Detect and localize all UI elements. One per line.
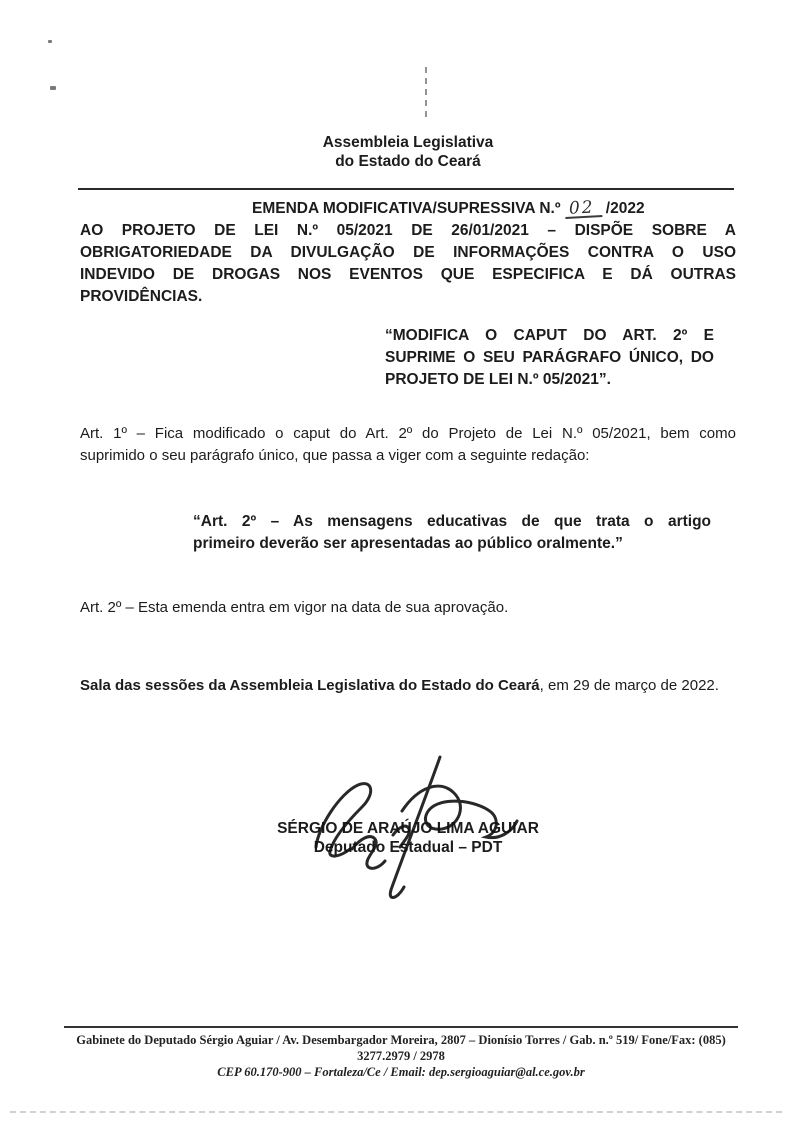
signature-block [80, 819, 736, 857]
closing-date: , em 29 de março de 2022. [539, 677, 719, 694]
quote-line: “MODIFICA O CAPUT DO ART. 2º E [385, 327, 714, 344]
article-1-paragraph [80, 423, 736, 467]
amendment-title-line: AO PROJETO DE LEI N.º 05/2021 DE 26/01/2021 – DISPÕE SOBRE A [80, 222, 736, 239]
article-2-paragraph: Art. 2º – Esta emenda entra em vigor na data de sua aprovação. [80, 599, 509, 616]
article-1-line: suprimido o seu parágrafo único, que passa a viger com a seguinte redação: [80, 447, 590, 464]
amendment-title [80, 198, 736, 308]
handwritten-amendment-number: 02 [564, 200, 601, 219]
letterhead-line1: Assembleia Legislativa [322, 134, 494, 151]
quote-line: SUPRIME O SEU PARÁGRAFO ÚNICO, DO [385, 349, 714, 366]
signatory-name: SÉRGIO DE ARAÚJO LIMA AGUIAR [277, 820, 539, 837]
scan-speck [50, 86, 56, 90]
closing-place: Sala das sessões da Assembleia Legislativa do Estado do Ceará [80, 677, 540, 694]
quote-line: “Art. 2º – As mensagens educativas de que trata o artigo [193, 513, 711, 530]
quote-line: PROJETO DE LEI N.º 05/2021”. [385, 371, 611, 388]
letterhead-line2: do Estado do Ceará [335, 153, 481, 170]
amendment-title-line: PROVIDÊNCIAS. [80, 288, 203, 305]
quote-line: primeiro deverão ser apresentadas ao público oralmente.” [193, 535, 623, 552]
footer-address-line: Gabinete do Deputado Sérgio Aguiar / Av. Desembargador Moreira, 2807 – Dionísio Torres / Gab. n.º 519/ Fone/Fax: (085) [76, 1033, 726, 1047]
amendment-title-line: INDEVIDO DE DROGAS NOS EVENTOS QUE ESPECIFICA E DÁ OUTRAS [80, 266, 736, 283]
letterhead [80, 133, 736, 171]
amendment-title-prefix: EMENDA MODIFICATIVA/SUPRESSIVA N.º [252, 200, 561, 217]
new-wording-quote [193, 511, 711, 555]
amendment-purpose-quote [385, 325, 714, 391]
amendment-title-line: OBRIGATORIEDADE DA DIVULGAÇÃO DE INFORMAÇÕES CONTRA O USO [80, 244, 736, 261]
page-edge-scan-line [10, 1111, 782, 1113]
closing-place-date [80, 675, 736, 697]
signatory-role: Deputado Estadual – PDT [313, 839, 503, 856]
amendment-title-line1 [252, 198, 736, 220]
footer [64, 1026, 738, 1080]
footer-phone-line: 3277.2979 / 2978 [357, 1049, 445, 1063]
amendment-title-suffix: /2022 [605, 200, 645, 217]
header-divider [78, 188, 734, 190]
article-1-line: Art. 1º – Fica modificado o caput do Art. 2º do Projeto de Lei N.º 05/2021, bem como [80, 425, 736, 442]
document-content [80, 0, 736, 857]
footer-email-line: CEP 60.170-900 – Fortaleza/Ce / Email: dep.sergioaguiar@al.ce.gov.br [217, 1065, 585, 1079]
scan-speck [48, 40, 52, 43]
